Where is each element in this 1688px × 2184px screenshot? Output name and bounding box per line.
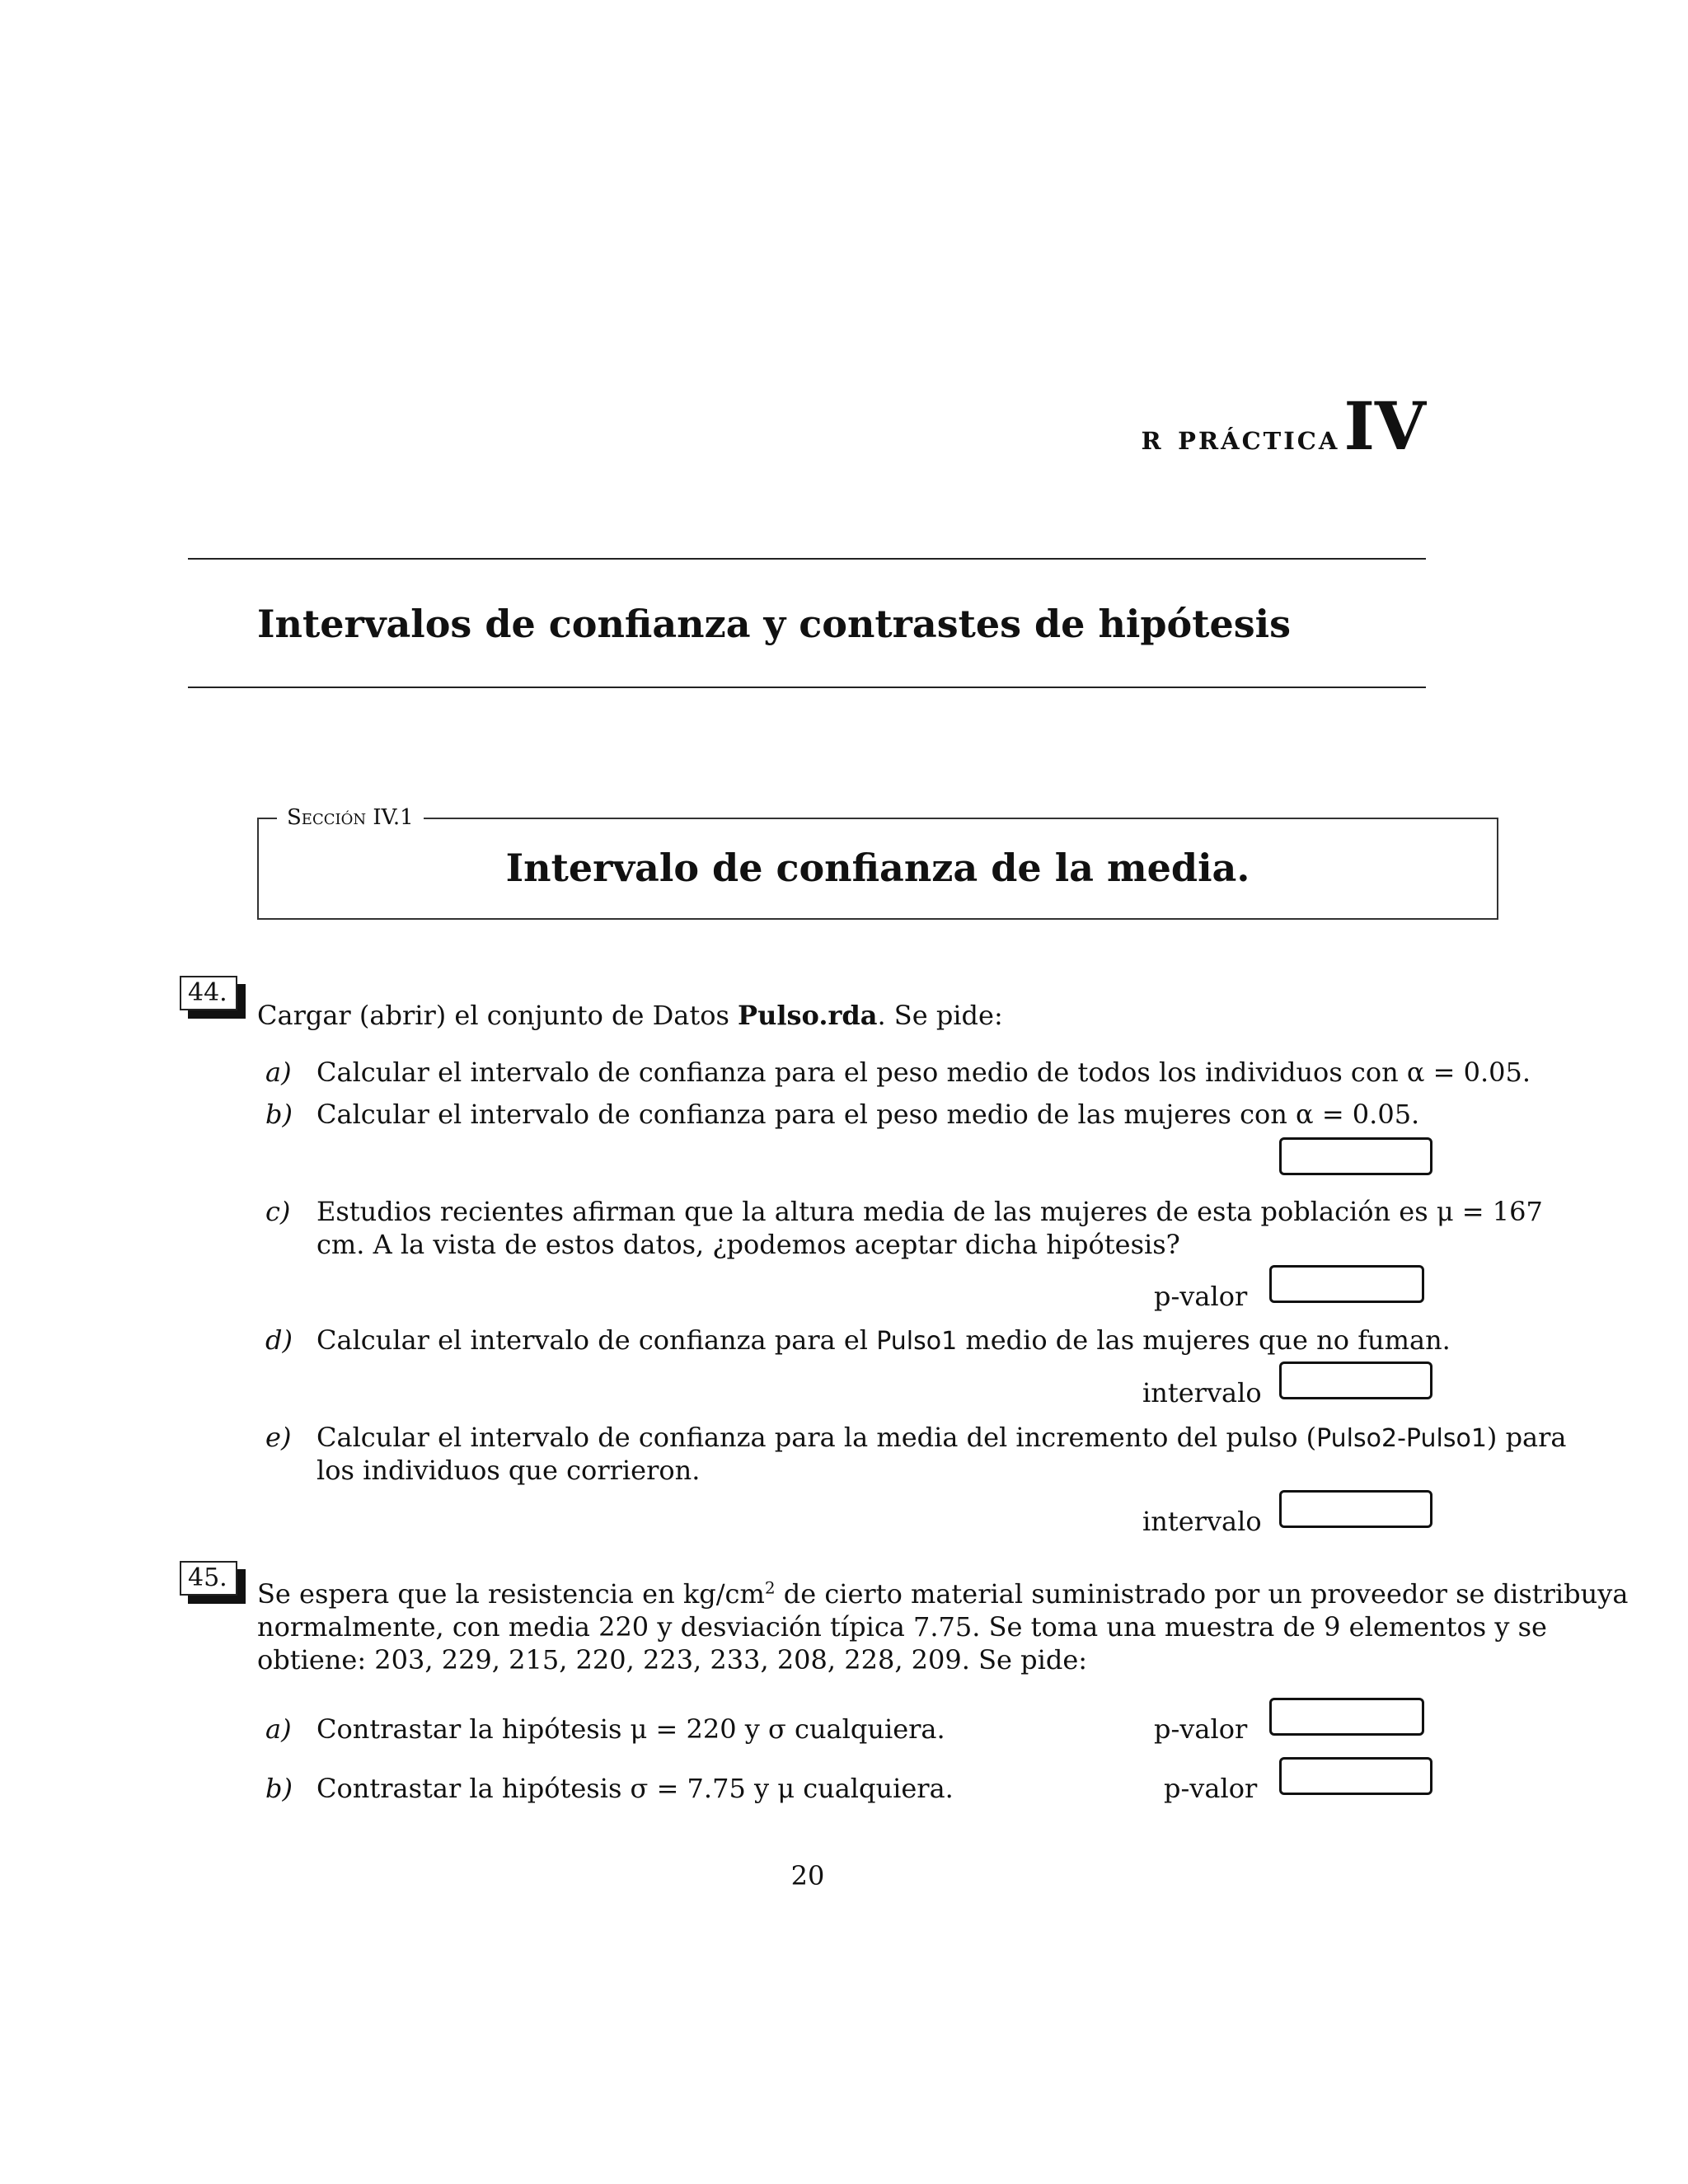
section-title: Intervalo de confianza de la media. <box>505 846 1250 890</box>
ex44-e-variable: Pulso2-Pulso1 <box>1316 1424 1487 1453</box>
section-label: Sección IV.1 <box>277 805 424 830</box>
ex44-c-label: c) <box>265 1196 291 1227</box>
ex44-dataset-name: Pulso.rda <box>738 1000 878 1031</box>
ex44-c-answer-label: p-valor <box>1154 1281 1248 1312</box>
chapter-prefix: r práctica <box>1141 417 1340 457</box>
chapter-subtitle: Intervalos de confianza y contrastes de hipótesis <box>257 602 1292 646</box>
ex44-d-answer-box[interactable] <box>1279 1361 1432 1399</box>
ex45-superscript: 2 <box>764 1577 776 1598</box>
ex45-line1-start: Se espera que la resistencia en kg/cm <box>257 1578 765 1610</box>
chapter-title <box>1141 387 1426 465</box>
exercise-45-number: 45. <box>180 1561 237 1596</box>
ex45-line2: normalmente, con media 220 y desviación típica 7.75. Se toma una muestra de 9 elementos y se <box>257 1611 1547 1643</box>
ex45-b-answer-label: p-valor <box>1164 1773 1258 1804</box>
ex44-b-answer-box[interactable] <box>1279 1137 1432 1175</box>
ex44-e-answer-box[interactable] <box>1279 1490 1432 1528</box>
page-number: 20 <box>790 1860 825 1891</box>
ex45-line3: obtiene: 203, 229, 215, 220, 223, 233, 208, 228, 209. Se pide: <box>257 1644 1088 1675</box>
ex44-intro-end: . Se pide: <box>877 1000 1003 1031</box>
ex44-c-answer-box[interactable] <box>1269 1265 1424 1303</box>
ex45-line1 <box>257 1577 1628 1610</box>
ex44-intro-text: Cargar (abrir) el conjunto de Datos <box>257 1000 738 1031</box>
ex44-d-variable: Pulso1 <box>876 1327 958 1356</box>
bottom-rule <box>188 687 1426 688</box>
chapter-number: IV <box>1343 387 1426 465</box>
exercise-44-intro <box>257 999 1003 1032</box>
ex44-d-text-start: Calcular el intervalo de confianza para el <box>316 1324 877 1356</box>
ex45-line1-end: de cierto material suministrado por un proveedor se distribuya <box>775 1578 1629 1610</box>
ex44-c-line1: Estudios recientes afirman que la altura media de las mujeres de esta población es μ = 167 <box>316 1196 1543 1227</box>
ex44-d-text <box>316 1324 1451 1358</box>
ex44-e-line2: los individuos que corrieron. <box>316 1455 701 1486</box>
ex45-b-label: b) <box>265 1773 293 1804</box>
ex44-e-answer-label: intervalo <box>1142 1506 1262 1537</box>
ex45-a-label: a) <box>265 1713 292 1745</box>
ex44-c-line2: cm. A la vista de estos datos, ¿podemos aceptar dicha hipótesis? <box>316 1229 1180 1260</box>
ex45-a-answer-box[interactable] <box>1269 1698 1424 1736</box>
ex44-d-label: d) <box>265 1324 293 1356</box>
ex44-e-text-end: ) para <box>1486 1422 1567 1453</box>
ex44-a-label: a) <box>265 1057 292 1088</box>
ex44-e-label: e) <box>265 1422 292 1453</box>
ex44-b-text: Calcular el intervalo de confianza para el peso medio de las mujeres con α = 0.05. <box>316 1099 1420 1130</box>
exercise-44-number: 44. <box>180 976 237 1010</box>
ex44-b-label: b) <box>265 1099 293 1130</box>
ex44-a-text: Calcular el intervalo de confianza para el peso medio de todos los individuos con α = 0.05. <box>316 1057 1531 1088</box>
ex44-e-line1 <box>316 1421 1567 1455</box>
ex44-e-text-start: Calcular el intervalo de confianza para la media del incremento del pulso ( <box>316 1422 1317 1453</box>
ex45-a-text: Contrastar la hipótesis μ = 220 y σ cualquiera. <box>316 1713 945 1745</box>
ex45-b-text: Contrastar la hipótesis σ = 7.75 y μ cualquiera. <box>316 1773 954 1804</box>
ex44-d-answer-label: intervalo <box>1142 1377 1262 1408</box>
ex44-d-text-end: medio de las mujeres que no fuman. <box>957 1324 1451 1356</box>
top-rule <box>188 558 1426 560</box>
ex45-a-answer-label: p-valor <box>1154 1713 1248 1745</box>
ex45-b-answer-box[interactable] <box>1279 1757 1432 1795</box>
